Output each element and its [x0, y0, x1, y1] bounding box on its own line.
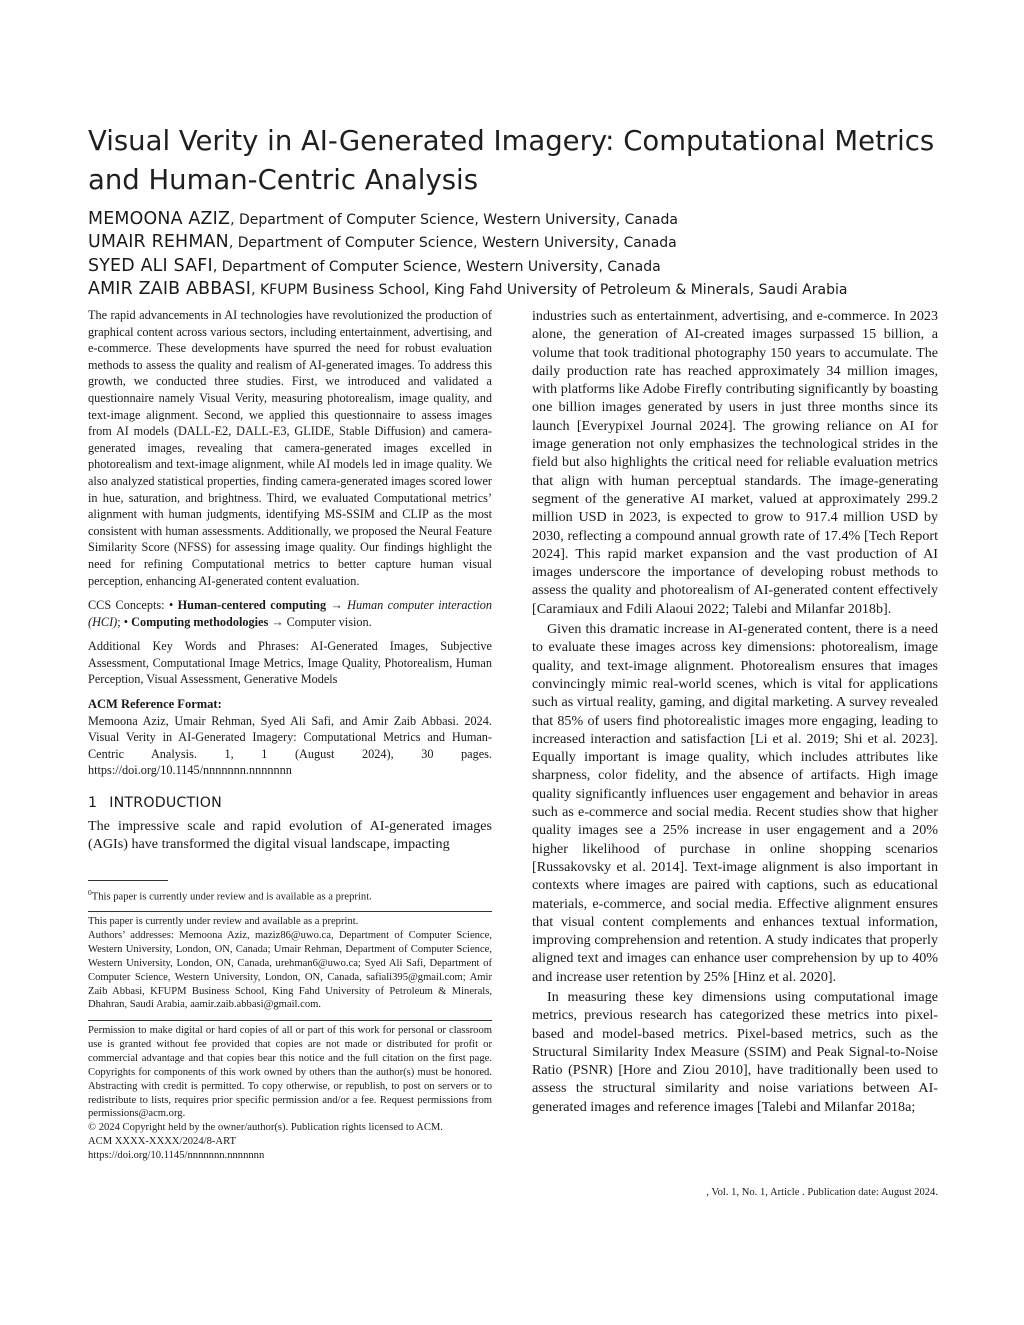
- author-name: AMIR ZAIB ABBASI: [88, 278, 252, 299]
- acm-reference-heading: ACM Reference Format:: [88, 697, 222, 712]
- abstract: The rapid advancements in AI technologies have revolutionized the production of graphical content across various sectors, including entertainment, advertising, and e-commerce. These developments have spurred the need for robust evaluation methods to assess the quality and realism of AI-generated images. To address this growth, we conducted three studies. First, we introduced and validated a questionnaire namely Visual Verity, measuring photorealism, image quality, and text-image alignment. Second, we applied this questionnaire to assess images from AI models (DALL-E2, DALL-E3, GLIDE, Stable Diffusion) and camera-generated images, revealing that camera-generated images excelled in photorealism and text-image alignment, while AI models led in image quality. We also analyzed statistical properties, finding camera-generated images scored lower in hue, saturation, and brightness. Third, we evaluated Computational metrics’ alignment with human judgments, identifying MS-SSIM and CLIP as the most consistent with human assessments. Additionally, we proposed the Neural Feature Similarity Score (NFSS) for assessing image quality. Our findings highlight the need for refining Computational metrics to better capture human visual perception, enhancing AI-generated content evaluation.: [88, 308, 492, 588]
- footnote: [88, 886, 492, 905]
- intro-paragraph: Given this dramatic increase in AI-generated content, there is a need to evaluate these images across key dimensions: photorealism, image quality, and text-image alignment. Photorealism ensures that images convincingly mimic real-world scenes, which is vital for applications such as virtual reality, gaming, and digital marketing. A survey revealed that 85% of users find photorealistic images more engaging, leading to increased interaction and satisfaction [Li et al. 2019; Shi et al. 2023]. Equally important is image quality, which includes attributes like sharpness, color fidelity, and the absence of artifacts. High image quality significantly influences user engagement and behavior in areas such as e-commerce and social media. Recent studies show that higher quality images see a 25% increase in user engagement and a 20% higher likelihood of purchase in online shopping scenarios [Russakovsky et al. 2014]. Text-image alignment is also important in contexts where images are paired with captions, such as educational materials, e-commerce, and social media. Effective alignment ensures that visual content complements and enhances textual information, improving comprehension and retention. A study indicates that properly aligned text and images can enhance user comprehension by up to 40% and increase user retention by 25% [Hinz et al. 2020].: [532, 621, 938, 985]
- ccs-concept-2: Computing methodologies: [131, 614, 269, 629]
- acm-reference: Memoona Aziz, Umair Rehman, Syed Ali Safi, and Amir Zaib Abbasi. 2024. Visual Verity in AI-Generated Imagery: Computational Metrics and Human-Centric Analysis. 1, 1 (August 2024), 30 pages. https://doi.org/10.1145/nnnnnnn.nnnnnnn: [88, 713, 492, 778]
- author-affiliation: , KFUPM Business School, King Fahd University of Petroleum & Minerals, Saudi Arabia: [251, 281, 848, 298]
- author-line: [88, 207, 968, 230]
- footnote-divider: [88, 880, 168, 881]
- ccs-arrow: →: [330, 598, 343, 613]
- author-affiliation: , Department of Computer Science, Western University, Canada: [212, 258, 661, 275]
- doi-link[interactable]: https://doi.org/10.1145/nnnnnnn.nnnnnnn: [88, 1150, 265, 1162]
- author-addresses-text: Authors’ addresses: Memoona Aziz, maziz86@uwo.ca, Department of Computer Science, Western University, London, ON, Canada; Umair Rehman, Department of Computer Science, Western University, London, ON, Canada, urehman6@uwo.ca; Syed Ali Safi, Department of Computer Science, Western University, London, ON, Canada, safiali395@gmail.com; Amir Zaib Abbasi, KFUPM Business School, King Fahd University of Petroleum & Minerals, Dhahran, Saudi Arabia, aamir.zaib.abbasi@gmail.com.: [88, 929, 492, 1011]
- author-line: [88, 230, 968, 253]
- intro-paragraph: industries such as entertainment, advertising, and e-commerce. In 2023 alone, the generation of AI-created images surpassed 15 billion, a volume that took traditional photography 150 years to accumulate. The daily production rate has reached approximately 34 million images, with platforms like Adobe Firefly contributing significantly by boasting one billion images generated by users in just three months since its launch [Everypixel Journal 2024]. The growing reliance on AI for image generation not only emphasizes the technological strides in the field but also highlights the critical need for reliable evaluation metrics that align with human perceptual standards. The image-generating segment of the generative AI market, valued at approximately 299.2 million USD in 2023, is expected to grow to 917.4 million USD by 2030, reflecting a compound annual growth rate of 17.4% [Tech Report 2024]. This rapid market expansion and the vast production of AI images underscore the importance of developing robust methods to assess the quality and photorealism of AI-generated content effectively [Caramiaux and Fdili Alaoui 2022; Talebi and Milanfar 2018b].: [532, 308, 938, 617]
- copyright-line: © 2024 Copyright held by the owner/author(s). Publication rights licensed to ACM.: [88, 1122, 443, 1134]
- acm-id: ACM XXXX-XXXX/2024/8-ART: [88, 1136, 236, 1148]
- author-name: UMAIR REHMAN: [88, 232, 229, 253]
- left-column: [88, 307, 492, 854]
- author-name: MEMOONA AZIZ: [88, 209, 231, 229]
- preprint-note: This paper is currently under review and available as a preprint.: [88, 916, 359, 927]
- ccs-subconcept-1: Human computer interaction (HCI): [88, 598, 493, 629]
- paper-title: Visual Verity in AI-Generated Imagery: Computational Metrics and Human-Centric Analysis: [88, 125, 935, 196]
- ccs-concepts: [88, 597, 492, 630]
- author-line: [88, 277, 968, 300]
- ccs-bullet: •: [168, 598, 174, 613]
- author-line: [88, 254, 968, 277]
- ccs-separator: ;: [117, 614, 121, 629]
- author-name: SYED ALI SAFI: [88, 255, 213, 276]
- ccs-concept-1: Human-centered computing: [177, 598, 327, 613]
- section-title: INTRODUCTION: [109, 795, 222, 812]
- ccs-subconcept-2: Computer vision.: [286, 614, 372, 629]
- permission-text: Permission to make digital or hard copies of all or part of this work for personal or classroom use is granted without fee provided that copies are not made or distributed for profit or commercial advantage and that copies bear this notice and the full citation on the first page. Copyrights for components of this work owned by others than the author(s) must be honored. Abstracting with credit is permitted. To copy otherwise, or republish, to post on servers or to redistribute to lists, requires prior specific permission and/or a fee. Request permissions from permissions@acm.org.: [88, 1025, 492, 1120]
- author-list: [88, 207, 968, 300]
- intro-paragraph: The impressive scale and rapid evolution of AI-generated images (AGIs) have transformed the digital visual landscape, impacting: [88, 818, 492, 853]
- author-affiliation: , Department of Computer Science, Western University, Canada: [228, 235, 677, 252]
- authors-addresses: [88, 911, 492, 1012]
- ccs-arrow: →: [271, 614, 284, 629]
- ccs-bullet: •: [123, 614, 129, 629]
- footnote-mark: 0: [88, 888, 92, 897]
- intro-paragraph: In measuring these key dimensions using computational image metrics, previous research has categorized these metrics into pixel-based and model-based metrics. Pixel-based metrics, such as the Structural Similarity Index Measure (SSIM) and Peak Signal-to-Noise Ratio (PSNR) [Hore and Ziou 2010], have traditionally been used to assess the structural similarity and noise variations between AI-generated images and reference images [Talebi and Milanfar 2018a;: [532, 988, 938, 1115]
- keywords: Additional Key Words and Phrases: AI-Generated Images, Subjective Assessment, Computational Image Metrics, Image Quality, Photorealism, Human Perception, Visual Assessment, Generative Models: [88, 639, 492, 687]
- footnote-text: This paper is currently under review and is available as a preprint.: [91, 891, 372, 903]
- page-footer: , Vol. 1, No. 1, Article . Publication date: August 2024.: [706, 1187, 938, 1198]
- ccs-label: CCS Concepts:: [88, 598, 169, 613]
- right-column: [532, 307, 938, 1116]
- author-affiliation: , Department of Computer Science, Western University, Canada: [230, 212, 678, 228]
- section-number: 1: [88, 795, 98, 812]
- permission-block: [88, 1020, 492, 1163]
- section-heading: [88, 793, 492, 813]
